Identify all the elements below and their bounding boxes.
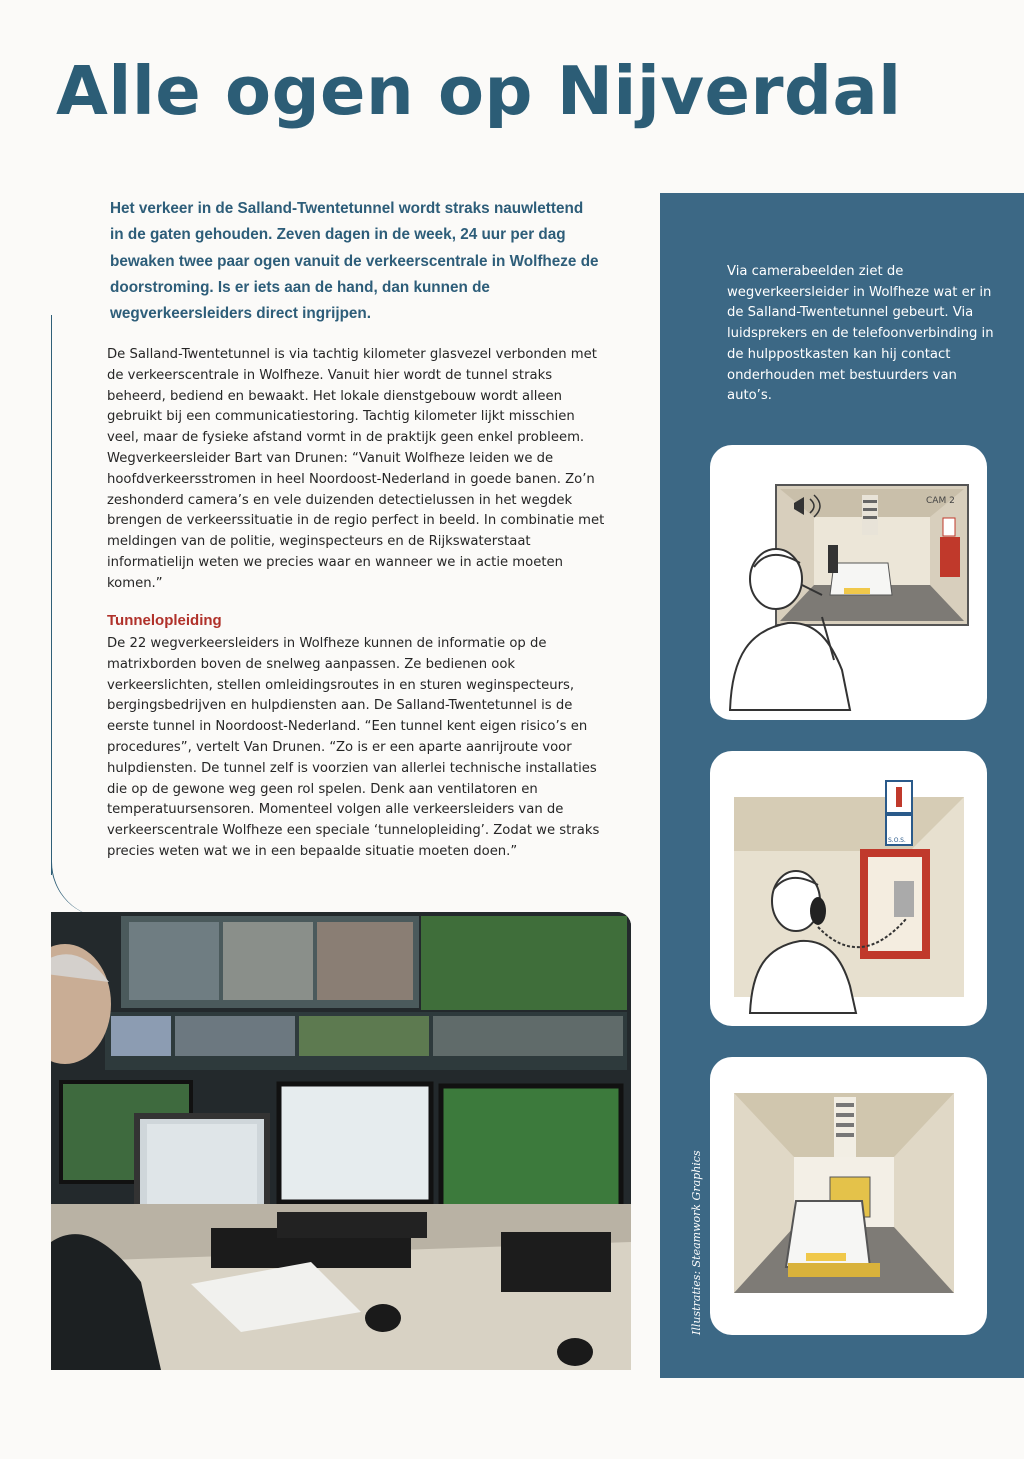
body-paragraph-2: De 22 wegverkeersleiders in Wolfheze kunnen de informatie op de matrixborden boven de snelweg aanpassen. Ze bedienen ook verkeerslichten, stellen omleidingsroutes in en sturen weginspecteurs, bergingsbedrijven en hulpdiensten aan. De Salland-Twentetunnel is de eerste tunnel in Noordoost-Nederland. “Een tunnel kent eigen risico’s en procedures”, vertelt Van Drunen. “Zo is er een aparte aanrijroute voor hulpdiensten. De tunnel zelf is voorzien van allerlei technische installaties die op de gewone weg geen rol spelen. Denk aan ventilatoren en temperatuursensoren. Momenteel volgen alle verkeersleiders van de verkeerscentrale Wolfheze een speciale ‘tunnelopleiding’. Zodat we straks precies weten wat we in een bepaalde situatie moeten doen.”	[107, 636, 600, 859]
illustration-tunnel-car	[710, 1057, 987, 1335]
body-paragraph-1: De Salland-Twentetunnel is via tachtig kilometer glasvezel verbonden met de verkeerscentrale in Wolfheze. Vanuit hier wordt de tunnel straks beheerd, bediend en bewaakt. Het lokale dienstgebouw wordt alleen gebruikt bij een communicatiestoring. Tachtig kilometer lijkt misschien veel, maar de fysieke afstand vormt in de praktijk geen enkel probleem. Wegverkeersleider Bart van Drunen: “Vanuit Wolfheze leiden we de hoofdverkeersstromen in heel Noordoost-Nederland in goede banen. Zo’n zeshonderd camera’s en vele duizenden detectielussen in het wegdek brengen de verkeerssituatie in de regio perfect in beeld. In combinatie met meldingen van de politie, weginspecteurs en de Rijkswaterstaat informatielijn weten we precies waar en wanneer we in actie moeten komen.”	[107, 347, 605, 591]
section-heading: Tunnelopleiding	[107, 612, 222, 629]
illustration-emergency-phone	[710, 751, 987, 1026]
illustration-camera-monitor	[710, 445, 987, 720]
page-title: Alle ogen op Nijverdal	[56, 52, 902, 130]
control-room-photo	[51, 912, 631, 1370]
intro-paragraph: Het verkeer in de Salland-Twentetunnel wordt straks nauwlettend in de gaten gehouden. Zeven dagen in de week, 24 uur per dag bewaken twee paar ogen vanuit de verkeerscentrale in Wolfheze de doorstroming. Is er iets aan de hand, dan kunnen de wegverkeersleiders direct ingrijpen.	[110, 200, 599, 323]
illustration-credit: Illustraties: Steamwork Graphics	[690, 1150, 703, 1335]
sidebar-caption: Via camerabeelden ziet de wegverkeersleider in Wolfheze wat er in de Salland-Twentetunnel gebeurt. Via luidsprekers en de telefoonverbinding in de hulppostkasten kan hij contact onderhouden met bestuurders van auto’s.	[727, 264, 994, 404]
sos-label: S.O.S.	[888, 837, 906, 844]
cam-label: CAM 2	[926, 496, 955, 506]
left-column-card-corner	[51, 860, 634, 918]
left-column-rule	[51, 315, 52, 875]
